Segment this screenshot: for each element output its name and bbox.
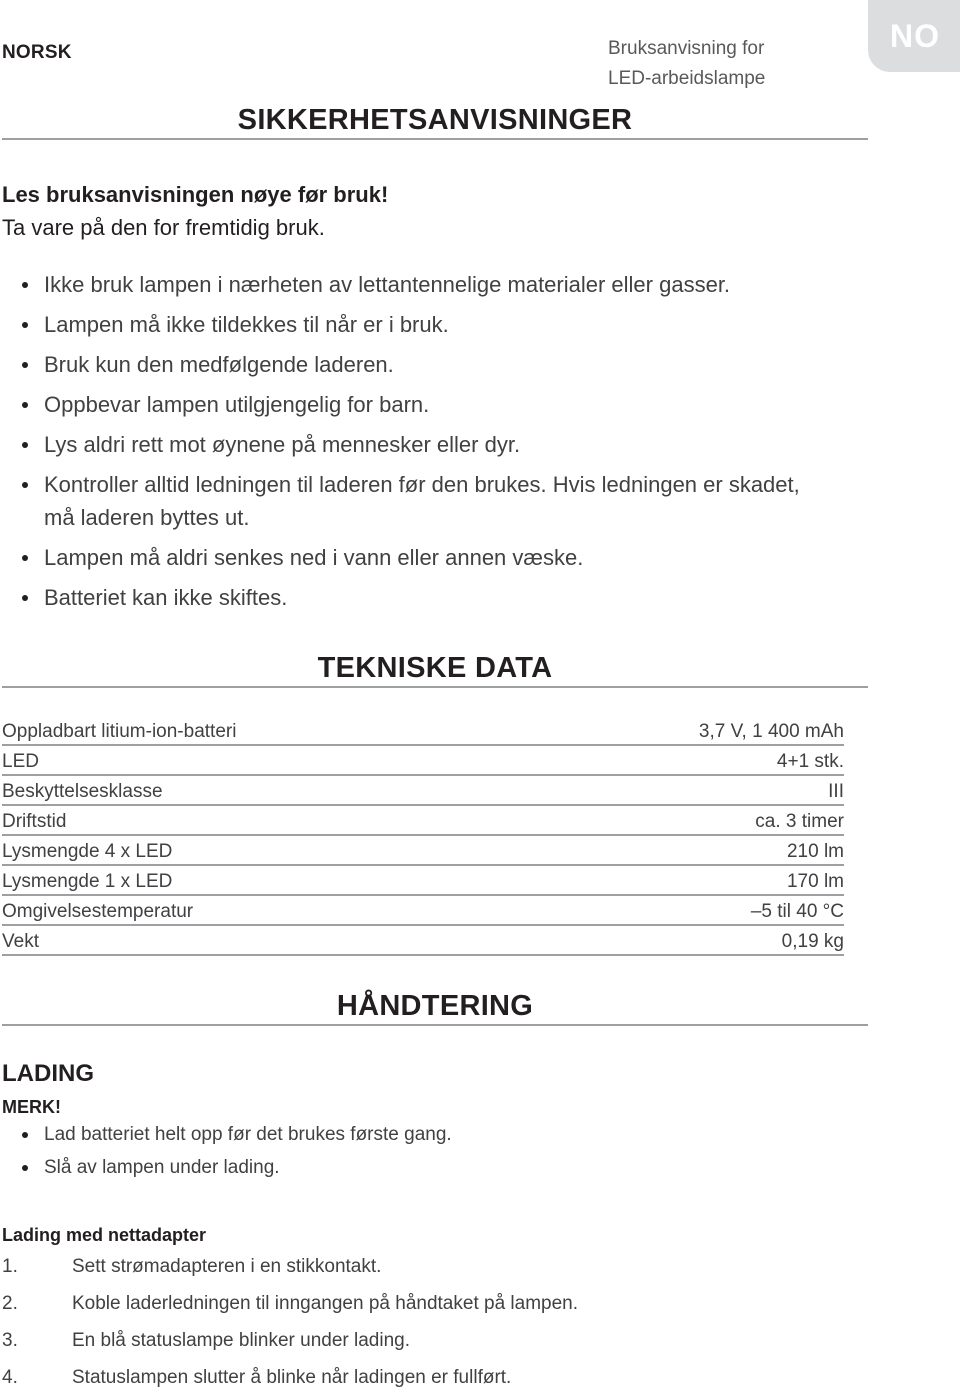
- step-text: En blå statuslampe blinker under lading.: [72, 1330, 410, 1351]
- spec-label: Omgivelsestemperatur: [2, 895, 522, 925]
- spec-value: ca. 3 timer: [522, 805, 844, 835]
- intro-line: Ta vare på den for fremtidig bruk.: [2, 215, 325, 240]
- note-item: Slå av lampen under lading.: [2, 1153, 702, 1183]
- spec-value: III: [522, 775, 844, 805]
- safety-list: [2, 268, 802, 621]
- document-title: [608, 34, 765, 94]
- adapter-subtitle: Lading med nettadapter: [2, 1225, 207, 1245]
- note-item: Lad batteriet helt opp før det brukes første gang.: [2, 1120, 702, 1150]
- safety-item: Oppbevar lampen utilgjengelig for barn.: [2, 388, 802, 421]
- spec-label: Driftstid: [2, 805, 522, 835]
- table-row: [2, 805, 844, 835]
- safety-item: Bruk kun den medfølgende laderen.: [2, 348, 802, 381]
- spec-value: –5 til 40 °C: [522, 895, 844, 925]
- spec-value: 170 lm: [522, 865, 844, 895]
- spec-label: Lysmengde 4 x LED: [2, 835, 522, 865]
- spec-label: Lysmengde 1 x LED: [2, 865, 522, 895]
- handling-heading: [2, 988, 868, 1026]
- spec-label: LED: [2, 745, 522, 775]
- step-text: Sett strømadapteren i en stikkontakt.: [72, 1256, 382, 1277]
- safety-item: Lampen må aldri senkes ned i vann eller annen væske.: [2, 541, 802, 574]
- safety-item: Kontroller alltid ledningen til laderen før den brukes. Hvis ledningen er skadet, må laderen byttes ut.: [2, 468, 802, 534]
- table-row: [2, 895, 844, 925]
- document-title-line-1: Bruksanvisning for: [608, 38, 765, 59]
- step-text: Koble laderledningen til inngangen på håndtaket på lampen.: [72, 1293, 579, 1314]
- spec-table: [2, 716, 844, 956]
- safety-item: Lys aldri rett mot øynene på mennesker eller dyr.: [2, 428, 802, 461]
- safety-item: Batteriet kan ikke skiftes.: [2, 581, 802, 614]
- table-row: [2, 716, 844, 745]
- step-number: 2.: [2, 1293, 18, 1314]
- tech-heading-text: TEKNISKE DATA: [317, 652, 553, 684]
- safety-item: Ikke bruk lampen i nærheten av lettantennelige materialer eller gasser.: [2, 268, 802, 301]
- spec-label: Oppladbart litium-ion-batteri: [2, 716, 522, 745]
- handling-heading-text: HÅNDTERING: [336, 990, 534, 1022]
- spec-value: 3,7 V, 1 400 mAh: [522, 716, 844, 745]
- lading-title: LADING: [2, 1060, 94, 1087]
- list-item: [2, 1252, 802, 1289]
- note-label: MERK!: [2, 1097, 61, 1117]
- spec-label: Beskyttelsesklasse: [2, 775, 522, 805]
- step-number: 1.: [2, 1256, 18, 1277]
- steps-list: [2, 1252, 802, 1400]
- spec-label: Vekt: [2, 925, 522, 955]
- language-tab: [868, 0, 960, 72]
- table-row: [2, 865, 844, 895]
- table-row: [2, 775, 844, 805]
- table-row: [2, 925, 844, 955]
- safety-intro: [2, 178, 388, 244]
- safety-item: Lampen må ikke tildekkes til når er i bruk.: [2, 308, 802, 341]
- safety-heading-text: SIKKERHETSANVISNINGER: [237, 104, 633, 136]
- document-title-line-2: LED-arbeidslampe: [608, 68, 766, 89]
- table-row: [2, 835, 844, 865]
- table-row: [2, 745, 844, 775]
- spec-value: 4+1 stk.: [522, 745, 844, 775]
- step-number: 4.: [2, 1367, 18, 1388]
- language-label: NORSK: [2, 42, 72, 63]
- list-item: [2, 1363, 802, 1400]
- intro-bold-line: Les bruksanvisningen nøye før bruk!: [2, 182, 389, 207]
- step-text: Statuslampen slutter å blinke når ladingen er fullført.: [72, 1367, 512, 1388]
- language-tab-label: NO: [890, 18, 940, 54]
- list-item: [2, 1289, 802, 1326]
- tech-heading: [2, 650, 868, 688]
- step-number: 3.: [2, 1330, 18, 1351]
- safety-heading: [2, 102, 868, 140]
- list-item: [2, 1326, 802, 1363]
- spec-value: 0,19 kg: [522, 925, 844, 955]
- note-list: [2, 1120, 702, 1186]
- spec-value: 210 lm: [522, 835, 844, 865]
